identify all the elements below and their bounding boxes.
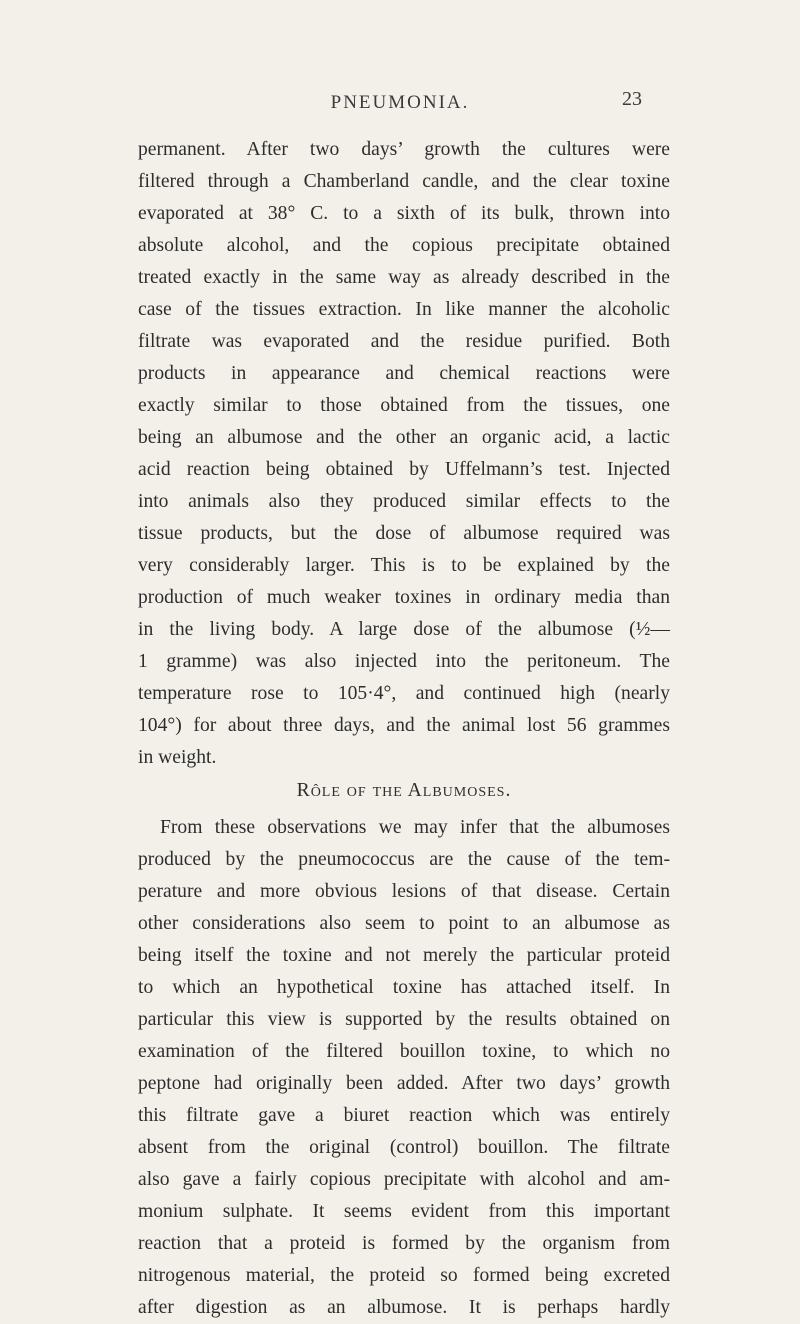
running-head <box>0 88 800 122</box>
paragraph-line: nitrogenous material, the proteid so formed being excreted <box>138 1265 670 1286</box>
section-heading: Rôle of the Albumoses. <box>296 780 512 801</box>
paragraph-line: to which an hypothetical toxine has attached itself. In <box>138 977 670 998</box>
paragraph-line: also gave a fairly copious precipitate with alcohol and am- <box>138 1169 670 1190</box>
paragraph-line: products in appearance and chemical reactions were <box>138 363 670 384</box>
paragraph-line: reaction that a proteid is formed by the organism from <box>138 1233 670 1254</box>
paragraph-line: other considerations also seem to point to an albumose as <box>138 913 670 934</box>
paragraph-line: absent from the original (control) bouillon. The filtrate <box>138 1137 670 1158</box>
paragraph-line: filtered through a Chamberland candle, and the clear toxine <box>138 171 670 192</box>
paragraph-line: production of much weaker toxines in ordinary media than <box>138 587 670 608</box>
paragraph-line: particular this view is supported by the results obtained on <box>138 1009 670 1030</box>
paragraph-line: in weight. <box>138 747 217 768</box>
paragraph-line: exactly similar to those obtained from the tissues, one <box>138 395 670 416</box>
paragraph-line: 104°) for about three days, and the animal lost 56 grammes <box>138 715 670 736</box>
paragraph-line: examination of the filtered bouillon toxine, to which no <box>138 1041 670 1062</box>
paragraph-line: tissue products, but the dose of albumose required was <box>138 523 670 544</box>
paragraph-line: in the living body. A large dose of the albumose (½— <box>138 619 670 640</box>
paragraph-line: 1 gramme) was also injected into the peritoneum. The <box>138 651 670 672</box>
paragraph-line: being itself the toxine and not merely the particular proteid <box>138 945 670 966</box>
paragraph-line: very considerably larger. This is to be explained by the <box>138 555 670 576</box>
running-title: PNEUMONIA. <box>330 92 470 113</box>
page-number: 23 <box>622 88 642 110</box>
paragraph-line: produced by the pneumococcus are the cause of the tem- <box>138 849 670 870</box>
paragraph-line: monium sulphate. It seems evident from this important <box>138 1201 670 1222</box>
paragraph-line: into animals also they produced similar effects to the <box>138 491 670 512</box>
paragraph-line: permanent. After two days’ growth the cultures were <box>138 139 670 160</box>
paragraph-line: absolute alcohol, and the copious precipitate obtained <box>138 235 670 256</box>
paragraph-line: case of the tissues extraction. In like manner the alcoholic <box>138 299 670 320</box>
paragraph-line: treated exactly in the same way as already described in the <box>138 267 670 288</box>
paragraph-line: peptone had originally been added. After two days’ growth <box>138 1073 670 1094</box>
paragraph-line: temperature rose to 105·4°, and continued high (nearly <box>138 683 670 704</box>
paragraph-line: being an albumose and the other an organic acid, a lactic <box>138 427 670 448</box>
paragraph-line: filtrate was evaporated and the residue purified. Both <box>138 331 670 352</box>
paragraph-line: acid reaction being obtained by Uffelmann’s test. Injected <box>138 459 670 480</box>
paragraph-line: perature and more obvious lesions of that disease. Certain <box>138 881 670 902</box>
paragraph-line: this filtrate gave a biuret reaction which was entirely <box>138 1105 670 1126</box>
paragraph-line: evaporated at 38° C. to a sixth of its bulk, thrown into <box>138 203 670 224</box>
paragraph-line: From these observations we may infer that the albumoses <box>160 817 670 838</box>
paragraph-line: after digestion as an albumose. It is perhaps hardly <box>138 1297 670 1318</box>
